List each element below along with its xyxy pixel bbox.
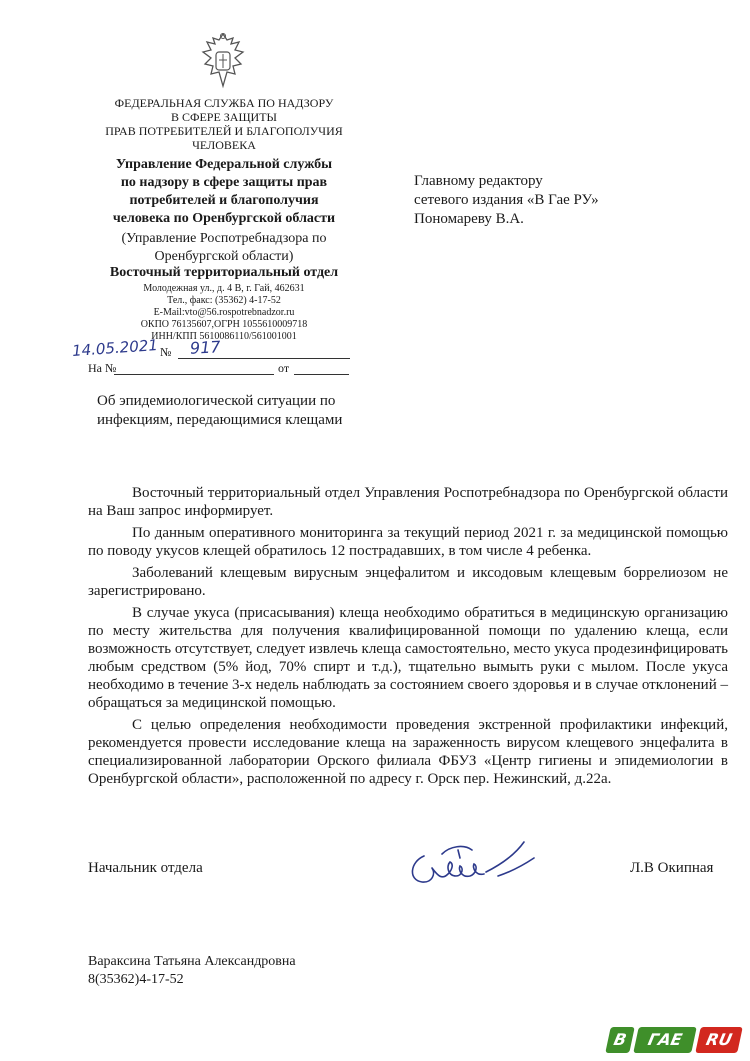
- agency-header: [90, 96, 358, 152]
- reference-date-underline: [294, 374, 349, 375]
- registration-underline: [178, 358, 350, 359]
- contact-email: E-Mail:vto@56.rospotrebnadzor.ru: [153, 307, 295, 318]
- registration-date: 14.05.2021: [71, 336, 159, 360]
- recipient-line: Главному редактору: [414, 173, 543, 189]
- letter-body: [88, 484, 728, 792]
- contacts-block: [90, 283, 358, 343]
- department-line: потребителей и благополучия: [129, 193, 319, 208]
- reference-from-label: от: [278, 361, 290, 375]
- contact-okpo: ОКПО 76135607,ОГРН 1055610009718: [140, 319, 308, 330]
- agency-line: ПРАВ ПОТРЕБИТЕЛЕЙ И БЛАГОПОЛУЧИЯ: [105, 124, 343, 138]
- department-short-line: (Управление Роспотребнадзора по: [121, 231, 327, 246]
- site-logo: [604, 1027, 744, 1055]
- logo-gae: ГАЕ: [633, 1027, 697, 1053]
- agency-line: В СФЕРЕ ЗАЩИТЫ: [170, 110, 278, 124]
- agency-line: ФЕДЕРАЛЬНАЯ СЛУЖБА ПО НАДЗОРУ: [114, 96, 334, 110]
- contact-address: Молодежная ул., д. 4 В, г. Гай, 462631: [143, 283, 305, 294]
- body-paragraph: По данным оперативного мониторинга за текущий период 2021 г. за медицинской помощью по поводу укусов клещей обратилось 12 пострадавших, в том числе 4 ребенка.: [88, 525, 728, 559]
- body-paragraph: Восточный территориальный отдел Управления Роспотребнадзора по Оренбургской области на Ваш запрос информирует.: [88, 485, 728, 519]
- letter-subject: Об эпидемиологической ситуации по инфекциям, передающимися клещами: [97, 393, 343, 428]
- recipient-line: Пономареву В.А.: [414, 211, 524, 227]
- logo-v: В: [605, 1027, 635, 1053]
- body-paragraph: Заболеваний клещевым вирусным энцефалитом и иксодовым клещевым боррелиозом не зарегистрировано.: [88, 565, 728, 599]
- department-short-name: [90, 230, 358, 266]
- signatory-name: Л.В Окипная: [630, 860, 714, 876]
- department-name: [90, 156, 358, 228]
- department-line: человека по Оренбургской области: [112, 211, 336, 226]
- recipient-line: сетевого издания «В Гае РУ»: [414, 192, 599, 208]
- emblem-icon: [197, 30, 249, 90]
- reference-row: [88, 361, 358, 377]
- agency-line: ЧЕЛОВЕКА: [192, 138, 256, 152]
- body-paragraph: С целью определения необходимости проведения экстренной профилактики инфекций, рекомендуется провести исследование клеща на зараженность вирусом клещевого энцефалита в специализированной лаборатории Орского филиала ФБУЗ «Центр гигиены и эпидемиологии в Оренбургской области», расположенной по адресу г. Орск пер. Нежинский, д.22а.: [88, 717, 728, 787]
- body-paragraph: В случае укуса (присасывания) клеща необходимо обратиться в медицинскую организацию по месту жительства для получения квалифицированной помощи по удалению клеща, если возможность отсутствует, следует извлечь клеща самостоятельно, место укуса продезинфицировать любым средством (5% йод, 70% спирт и т.д.), тщательно вымыть руки с мылом. После укуса необходимо в течение 3-х недель наблюдать за состоянием своего здоровья и в случае отклонений – обращаться за медицинской помощью.: [88, 605, 728, 711]
- office-name: Восточный территориальный отдел: [109, 265, 339, 280]
- department-line: Управление Федеральной службы: [115, 157, 333, 172]
- reference-underline: [114, 374, 274, 375]
- department-line: по надзору в сфере защиты прав: [120, 175, 328, 190]
- executor-name: Вараксина Татьяна Александровна: [88, 954, 296, 969]
- registration-number-label: №: [160, 345, 172, 359]
- registration-number: 917: [189, 337, 222, 358]
- contact-phone: Тел., факс: (35362) 4-17-52: [167, 295, 281, 306]
- signature-icon: [402, 836, 542, 894]
- executor-phone: 8(35362)4-17-52: [88, 972, 184, 987]
- department-short-line: Оренбургской области): [154, 249, 294, 264]
- executor-block: [88, 953, 296, 989]
- contact-inn: ИНН/КПП 5610086110/561001001: [151, 331, 297, 342]
- logo-ru: RU: [695, 1027, 743, 1053]
- signatory-position: Начальник отдела: [88, 860, 203, 876]
- recipient-block: [414, 172, 599, 229]
- reference-label: На №: [88, 361, 117, 375]
